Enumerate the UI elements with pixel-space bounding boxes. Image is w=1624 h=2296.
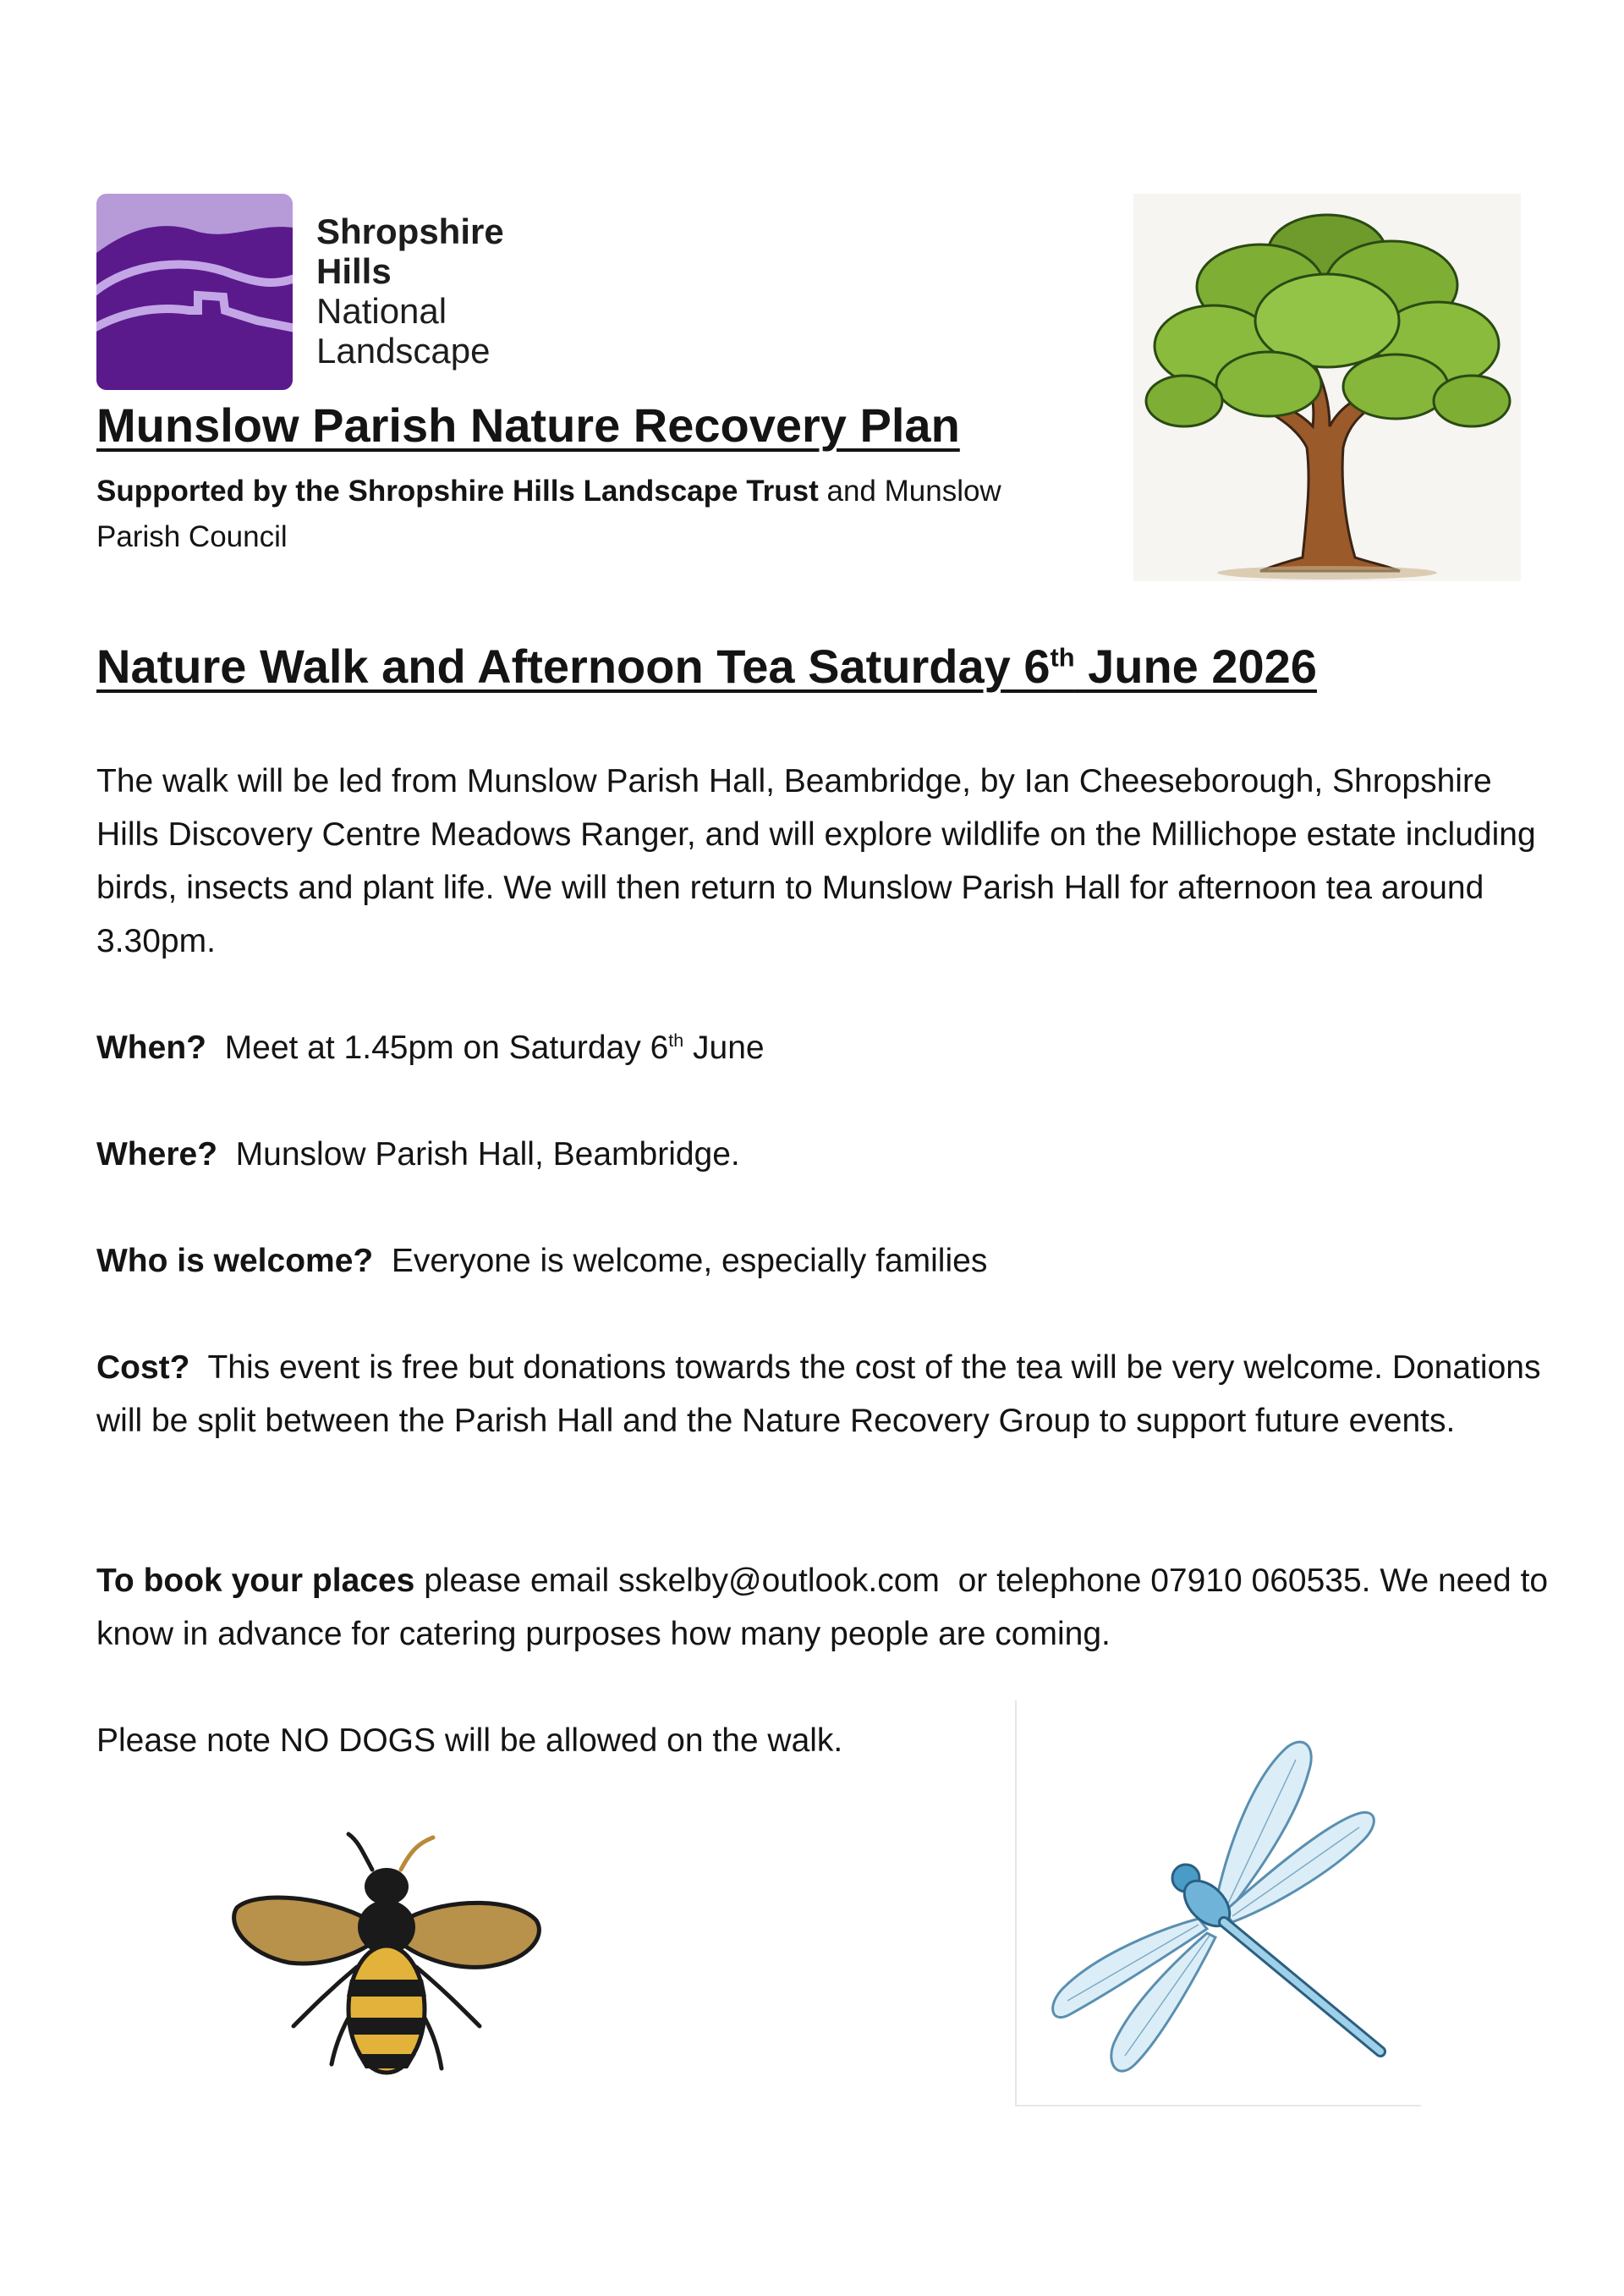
when-ordinal: th xyxy=(668,1030,684,1051)
who-label: Who is welcome? xyxy=(96,1243,374,1279)
dragonfly-image xyxy=(1015,1700,1421,2106)
when-text-end: June xyxy=(683,1030,765,1066)
supported-by-rest: and Munslow Parish Council xyxy=(96,475,1001,553)
when-text: Meet at 1.45pm on Saturday 6 xyxy=(206,1030,669,1066)
no-dogs-note: Please note NO DOGS will be allowed on the walk. xyxy=(96,1722,843,1759)
who-line xyxy=(96,1234,1551,1288)
booking-paragraph xyxy=(96,1554,1557,1661)
logo-line-1: Shropshire xyxy=(316,211,504,251)
when-label: When? xyxy=(96,1030,206,1066)
cost-text: This event is free but donations towards the cost of the tea will be very welcome. Donations will be split between the Parish Hall and the Nature Recovery Group to support future events. xyxy=(96,1349,1550,1439)
bee-icon xyxy=(222,1827,577,2098)
where-label: Where? xyxy=(96,1136,218,1173)
where-text: Munslow Parish Hall, Beambridge. xyxy=(217,1136,740,1173)
logo-line-3: National xyxy=(316,291,447,331)
event-title-ordinal: th xyxy=(1050,642,1075,673)
cost-paragraph xyxy=(96,1341,1551,1447)
logo-wordmark xyxy=(316,211,504,371)
booking-text: please email sskelby@outlook.com or telephone 07910 060535. We need to know in advance for catering purposes how many people are coming. xyxy=(96,1563,1557,1652)
booking-label: To book your places xyxy=(96,1563,415,1599)
oak-tree-image xyxy=(1133,194,1521,581)
cost-label: Cost? xyxy=(96,1349,190,1386)
logo-line-2: Hills xyxy=(316,251,392,291)
dragonfly-icon xyxy=(1017,1700,1421,2105)
where-line xyxy=(96,1128,1551,1181)
supported-by-bold: Supported by the Shropshire Hills Landscape Trust xyxy=(96,475,819,508)
event-title xyxy=(96,639,1317,694)
oak-tree-icon xyxy=(1133,194,1521,581)
who-text: Everyone is welcome, especially families xyxy=(373,1243,988,1279)
shropshire-hills-logo xyxy=(96,194,293,390)
intro-paragraph: The walk will be led from Munslow Parish Hall, Beambridge, by Ian Cheeseborough, Shropshire Hills Discovery Centre Meadows Ranger, and will explore wildlife on the Millichope estate including birds, insects and plant life. We will then return to Munslow Parish Hall for afternoon tea around 3.30pm. xyxy=(96,763,1536,959)
event-title-main: Nature Walk and Afternoon Tea Saturday 6 xyxy=(96,640,1051,693)
supported-by-text xyxy=(96,469,1078,560)
logo-line-4: Landscape xyxy=(316,331,491,371)
when-line xyxy=(96,1021,1551,1074)
event-title-end: June 2026 xyxy=(1074,640,1317,693)
page-title: Munslow Parish Nature Recovery Plan xyxy=(96,398,960,452)
